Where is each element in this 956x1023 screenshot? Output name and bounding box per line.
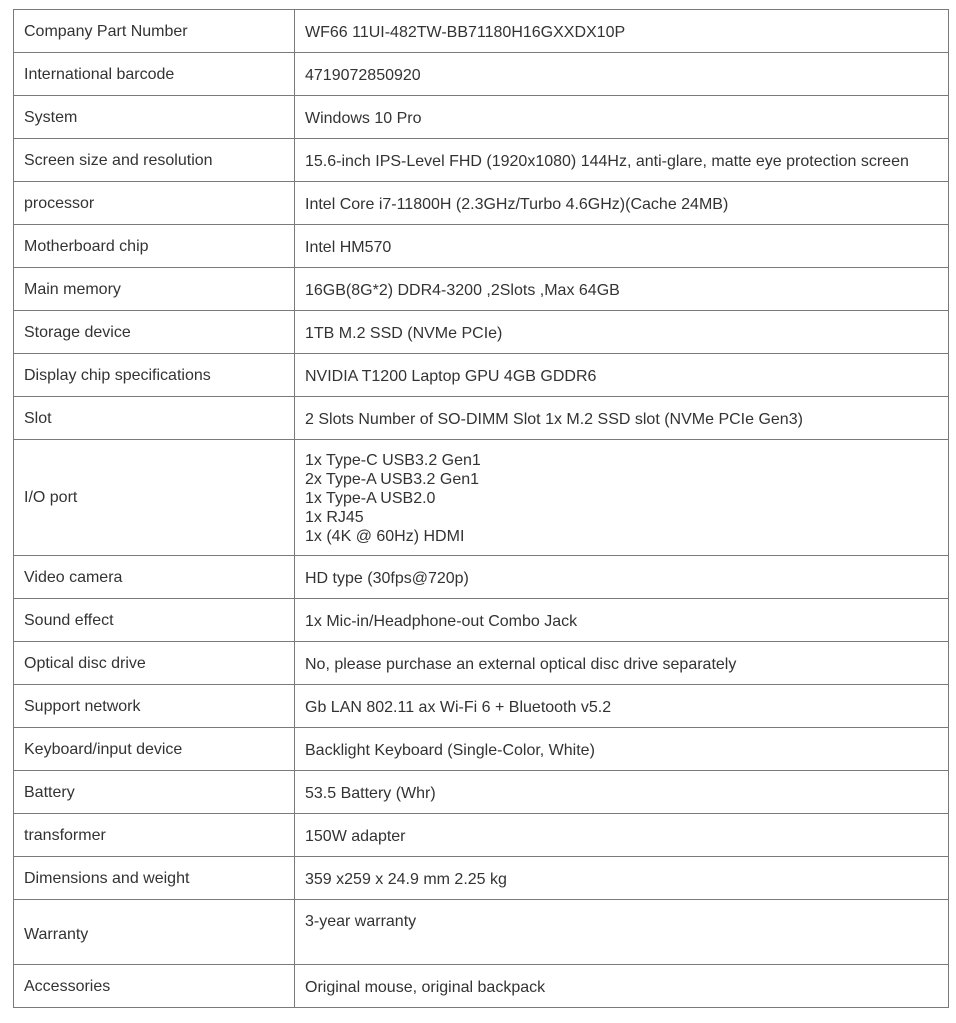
spec-value-dimensions: 359 x259 x 24.9 mm 2.25 kg [295,857,949,900]
spec-label-display-chip: Display chip specifications [14,354,295,397]
spec-label-optical: Optical disc drive [14,642,295,685]
table-row [14,642,949,685]
table-row [14,53,949,96]
table-row [14,814,949,857]
spec-label-motherboard: Motherboard chip [14,225,295,268]
table-row [14,311,949,354]
spec-label-dimensions: Dimensions and weight [14,857,295,900]
table-row [14,96,949,139]
table-row [14,556,949,599]
spec-value-processor: Intel Core i7-11800H (2.3GHz/Turbo 4.6GHz)(Cache 24MB) [295,182,949,225]
table-row [14,771,949,814]
spec-value-sound: 1x Mic-in/Headphone-out Combo Jack [295,599,949,642]
spec-value-accessories: Original mouse, original backpack [295,965,949,1008]
spec-value-battery: 53.5 Battery (Whr) [295,771,949,814]
specification-table [13,9,949,1008]
table-row [14,440,949,556]
spec-value-optical: No, please purchase an external optical disc drive separately [295,642,949,685]
spec-label-processor: processor [14,182,295,225]
spec-value-storage: 1TB M.2 SSD (NVMe PCIe) [295,311,949,354]
spec-label-barcode: International barcode [14,53,295,96]
spec-value-display-chip: NVIDIA T1200 Laptop GPU 4GB GDDR6 [295,354,949,397]
table-row [14,900,949,965]
spec-label-system: System [14,96,295,139]
spec-label-camera: Video camera [14,556,295,599]
spec-value-warranty: 3-year warranty [295,900,949,965]
spec-value-transformer: 150W adapter [295,814,949,857]
spec-label-keyboard: Keyboard/input device [14,728,295,771]
table-row [14,397,949,440]
spec-label-storage: Storage device [14,311,295,354]
spec-value-io-port: 1x Type-C USB3.2 Gen1 2x Type-A USB3.2 Gen1 1x Type-A USB2.0 1x RJ45 1x (4K @ 60Hz) HDMI [295,440,949,556]
spec-value-screen: 15.6-inch IPS-Level FHD (1920x1080) 144Hz, anti-glare, matte eye protection screen [295,139,949,182]
spec-label-io-port: I/O port [14,440,295,556]
spec-value-motherboard: Intel HM570 [295,225,949,268]
table-row [14,965,949,1008]
spec-value-memory: 16GB(8G*2) DDR4-3200 ,2Slots ,Max 64GB [295,268,949,311]
table-row [14,268,949,311]
table-row [14,182,949,225]
table-row [14,599,949,642]
spec-label-accessories: Accessories [14,965,295,1008]
spec-value-keyboard: Backlight Keyboard (Single-Color, White) [295,728,949,771]
spec-label-battery: Battery [14,771,295,814]
spec-label-screen: Screen size and resolution [14,139,295,182]
spec-label-memory: Main memory [14,268,295,311]
spec-value-system: Windows 10 Pro [295,96,949,139]
table-row [14,139,949,182]
spec-value-slot: 2 Slots Number of SO-DIMM Slot 1x M.2 SSD slot (NVMe PCIe Gen3) [295,397,949,440]
table-row [14,225,949,268]
spec-label-network: Support network [14,685,295,728]
spec-label-slot: Slot [14,397,295,440]
table-row [14,728,949,771]
spec-value-network: Gb LAN 802.11 ax Wi-Fi 6 + Bluetooth v5.2 [295,685,949,728]
spec-label-transformer: transformer [14,814,295,857]
spec-label-sound: Sound effect [14,599,295,642]
table-row [14,685,949,728]
spec-value-camera: HD type (30fps@720p) [295,556,949,599]
spec-label-part-number: Company Part Number [14,10,295,53]
spec-value-barcode: 4719072850920 [295,53,949,96]
table-row [14,354,949,397]
table-row [14,857,949,900]
table-row [14,10,949,53]
spec-value-part-number: WF66 11UI-482TW-BB71180H16GXXDX10P [295,10,949,53]
spec-label-warranty: Warranty [14,900,295,965]
